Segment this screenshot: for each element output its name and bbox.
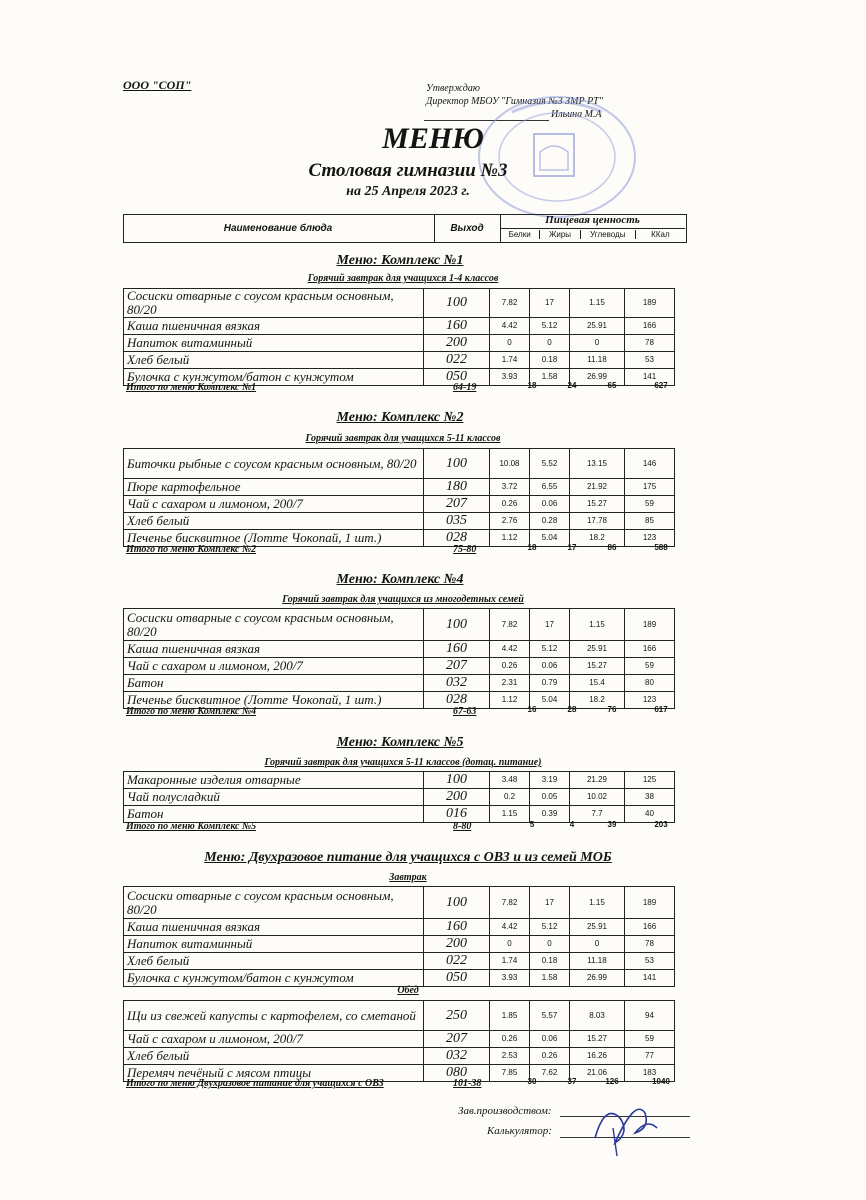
dish-carbs: 21.06	[570, 1065, 625, 1082]
dish-output: 100	[424, 609, 490, 641]
approval-line-3: Ильина М.А	[551, 109, 602, 120]
table-row	[124, 772, 675, 789]
dish-output: 022	[424, 352, 490, 369]
dish-fat: 17	[530, 289, 570, 318]
dish-name: Хлеб белый	[124, 513, 424, 530]
footer-production-label: Зав.производством:	[458, 1105, 552, 1117]
dish-carbs: 8.03	[570, 1001, 625, 1031]
table-row	[124, 318, 675, 335]
dish-name: Чай с сахаром и лимоном, 200/7	[124, 658, 424, 675]
dish-output: 032	[424, 1048, 490, 1065]
dish-fat: 5.12	[530, 318, 570, 335]
dish-carbs: 11.18	[570, 352, 625, 369]
dish-kcal: 59	[625, 658, 675, 675]
section-subtitle: Горячий завтрак для учащихся 5-11 классов (дотац. питание)	[264, 757, 542, 768]
dish-protein: 1.12	[490, 692, 530, 709]
header-fat: Жиры	[540, 230, 580, 239]
dish-protein: 0	[490, 335, 530, 352]
dish-output: 100	[424, 772, 490, 789]
dish-fat: 0.79	[530, 675, 570, 692]
total-k: 627	[654, 381, 668, 390]
dish-fat: 0.06	[530, 496, 570, 513]
dish-carbs: 18.2	[570, 530, 625, 547]
total-b: 5	[529, 820, 535, 829]
section-title: Меню: Двухразовое питание для учащихся с ОВЗ и из семей МОБ	[204, 850, 612, 865]
page-title: МЕНЮ	[382, 122, 484, 155]
dish-output: 160	[424, 318, 490, 335]
dish-kcal: 123	[625, 530, 675, 547]
dish-carbs: 0	[570, 335, 625, 352]
dish-fat: 0.06	[530, 1031, 570, 1048]
total-j: 17	[567, 543, 577, 552]
dish-carbs: 0	[570, 936, 625, 953]
dish-name: Сосиски отварные с соусом красным основным, 80/20	[124, 289, 424, 318]
dish-kcal: 125	[625, 772, 675, 789]
dish-kcal: 189	[625, 289, 675, 318]
section-subtitle-2: Обед	[397, 985, 419, 996]
total-j: 37	[567, 1077, 577, 1086]
section-title: Меню: Комплекс №4	[336, 572, 464, 587]
dish-name: Пюре картофельное	[124, 479, 424, 496]
dish-fat: 0.18	[530, 953, 570, 970]
dish-output: 100	[424, 449, 490, 479]
total-u: 65	[607, 381, 617, 390]
dish-protein: 4.42	[490, 318, 530, 335]
total-b: 18	[527, 543, 537, 552]
table-row	[124, 449, 675, 479]
dish-output: 050	[424, 970, 490, 987]
dish-name: Чай полусладкий	[124, 789, 424, 806]
dish-protein: 0.2	[490, 789, 530, 806]
dish-protein: 2.53	[490, 1048, 530, 1065]
dish-carbs: 15.4	[570, 675, 625, 692]
dish-carbs: 16.26	[570, 1048, 625, 1065]
dish-kcal: 78	[625, 936, 675, 953]
total-label: Итого по меню Комплекс №5	[126, 821, 257, 832]
section-title: Меню: Комплекс №1	[336, 253, 464, 268]
total-b: 30	[527, 1077, 537, 1086]
dish-kcal: 146	[625, 449, 675, 479]
dish-fat: 0.28	[530, 513, 570, 530]
dish-protein: 0.26	[490, 496, 530, 513]
dish-output: 032	[424, 675, 490, 692]
total-j: 28	[567, 705, 577, 714]
dish-name: Сосиски отварные с соусом красным основным, 80/20	[124, 609, 424, 641]
dish-output: 028	[424, 530, 490, 547]
dish-name: Биточки рыбные с соусом красным основным, 80/20	[124, 449, 424, 479]
menu-table	[123, 886, 675, 987]
page-subtitle: Столовая гимназии №3	[308, 160, 508, 181]
total-u: 86	[607, 543, 617, 552]
dish-output: 100	[424, 289, 490, 318]
dish-name: Батон	[124, 675, 424, 692]
dish-fat: 0.18	[530, 352, 570, 369]
dish-output: 200	[424, 936, 490, 953]
dish-kcal: 94	[625, 1001, 675, 1031]
total-price: 8-80	[453, 821, 472, 832]
dish-carbs: 11.18	[570, 953, 625, 970]
total-label: Итого по меню Комплекс №2	[126, 544, 257, 555]
table-row	[124, 887, 675, 919]
section-subtitle: Горячий завтрак для учащихся из многодетных семей	[282, 594, 524, 605]
total-u: 126	[605, 1077, 619, 1086]
dish-output: 080	[424, 1065, 490, 1082]
dish-kcal: 183	[625, 1065, 675, 1082]
dish-name: Хлеб белый	[124, 953, 424, 970]
footer-calculator-label: Калькулятор:	[487, 1125, 552, 1137]
dish-protein: 0.26	[490, 658, 530, 675]
dish-output: 160	[424, 919, 490, 936]
dish-protein: 7.82	[490, 609, 530, 641]
table-row	[124, 479, 675, 496]
table-row	[124, 658, 675, 675]
table-row	[124, 970, 675, 987]
dish-name: Каша пшеничная вязкая	[124, 919, 424, 936]
dish-fat: 5.12	[530, 641, 570, 658]
dish-name: Чай с сахаром и лимоном, 200/7	[124, 496, 424, 513]
dish-kcal: 175	[625, 479, 675, 496]
dish-name: Печенье бисквитное (Лотте Чокопай, 1 шт.)	[124, 692, 424, 709]
dish-output: 200	[424, 335, 490, 352]
total-price: 101-38	[453, 1078, 482, 1089]
dish-kcal: 141	[625, 970, 675, 987]
dish-kcal: 53	[625, 953, 675, 970]
dish-fat: 5.04	[530, 530, 570, 547]
total-price: 67-63	[453, 706, 477, 717]
dish-protein: 10.08	[490, 449, 530, 479]
dish-name: Чай с сахаром и лимоном, 200/7	[124, 1031, 424, 1048]
dish-protein: 0.26	[490, 1031, 530, 1048]
dish-kcal: 59	[625, 1031, 675, 1048]
dish-output: 100	[424, 887, 490, 919]
dish-protein: 1.74	[490, 953, 530, 970]
header-carbs: Углеводы	[581, 230, 636, 239]
header-output: Выход	[450, 223, 484, 234]
menu-table	[123, 771, 675, 823]
dish-name: Булочка с кунжутом/батон с кунжутом	[124, 369, 424, 386]
dish-kcal: 189	[625, 887, 675, 919]
table-row	[124, 641, 675, 658]
total-label: Итого по меню Комплекс №4	[126, 706, 257, 717]
dish-name: Каша пшеничная вязкая	[124, 318, 424, 335]
dish-carbs: 10.02	[570, 789, 625, 806]
header-protein: Белки	[500, 230, 540, 239]
dish-kcal: 189	[625, 609, 675, 641]
dish-protein: 4.42	[490, 641, 530, 658]
dish-protein: 7.85	[490, 1065, 530, 1082]
dish-carbs: 7.7	[570, 806, 625, 823]
dish-output: 250	[424, 1001, 490, 1031]
section-title: Меню: Комплекс №2	[336, 410, 464, 425]
dish-name: Хлеб белый	[124, 352, 424, 369]
dish-protein: 1.15	[490, 806, 530, 823]
dish-fat: 0.26	[530, 1048, 570, 1065]
approval-line-1: Утверждаю	[426, 83, 480, 94]
dish-fat: 0.05	[530, 789, 570, 806]
header-kcal: ККал	[651, 230, 670, 239]
table-row	[124, 936, 675, 953]
total-k: 1040	[652, 1077, 670, 1086]
total-b: 18	[527, 381, 537, 390]
dish-output: 022	[424, 953, 490, 970]
dish-fat: 5.57	[530, 1001, 570, 1031]
header-name: Наименование блюда	[223, 223, 333, 234]
dish-fat: 17	[530, 609, 570, 641]
section-title: Меню: Комплекс №5	[336, 735, 464, 750]
dish-carbs: 18.2	[570, 692, 625, 709]
dish-protein: 2.76	[490, 513, 530, 530]
total-j: 4	[569, 820, 575, 829]
dish-protein: 1.12	[490, 530, 530, 547]
dish-kcal: 166	[625, 919, 675, 936]
table-row	[124, 953, 675, 970]
total-price: 64-19	[453, 382, 477, 393]
dish-name: Напиток витаминный	[124, 335, 424, 352]
menu-table	[123, 1000, 675, 1082]
total-j: 24	[567, 381, 577, 390]
dish-output: 016	[424, 806, 490, 823]
dish-kcal: 123	[625, 692, 675, 709]
total-k: 617	[654, 705, 668, 714]
dish-name: Булочка с кунжутом/батон с кунжутом	[124, 970, 424, 987]
total-label: Итого по меню Комплекс №1	[126, 382, 257, 393]
dish-name: Батон	[124, 806, 424, 823]
table-row	[124, 806, 675, 823]
dish-fat: 17	[530, 887, 570, 919]
dish-carbs: 15.27	[570, 658, 625, 675]
dish-protein: 4.42	[490, 919, 530, 936]
table-row	[124, 335, 675, 352]
dish-carbs: 13.15	[570, 449, 625, 479]
header-nutrient-columns	[500, 230, 685, 239]
dish-carbs: 1.15	[570, 887, 625, 919]
dish-name: Каша пшеничная вязкая	[124, 641, 424, 658]
dish-kcal: 53	[625, 352, 675, 369]
header-divider	[500, 228, 685, 229]
dish-fat: 0.06	[530, 658, 570, 675]
stamp-seal-icon	[472, 92, 642, 222]
dish-protein: 1.74	[490, 352, 530, 369]
dish-carbs: 21.92	[570, 479, 625, 496]
dish-fat: 5.04	[530, 692, 570, 709]
table-row	[124, 789, 675, 806]
dish-kcal: 78	[625, 335, 675, 352]
total-k: 203	[654, 820, 668, 829]
total-u: 76	[607, 705, 617, 714]
table-row	[124, 513, 675, 530]
dish-carbs: 25.91	[570, 641, 625, 658]
dish-output: 028	[424, 692, 490, 709]
dish-output: 207	[424, 1031, 490, 1048]
total-k: 588	[654, 543, 668, 552]
dish-fat: 1.58	[530, 369, 570, 386]
dish-kcal: 38	[625, 789, 675, 806]
dish-fat: 0	[530, 335, 570, 352]
menu-table	[123, 288, 675, 386]
table-row	[124, 1048, 675, 1065]
dish-carbs: 25.91	[570, 318, 625, 335]
dish-carbs: 26.99	[570, 970, 625, 987]
dish-fat: 0.39	[530, 806, 570, 823]
dish-carbs: 1.15	[570, 289, 625, 318]
table-row	[124, 1031, 675, 1048]
dish-kcal: 166	[625, 641, 675, 658]
section-subtitle: Горячий завтрак для учащихся 1-4 классов	[307, 273, 499, 284]
dish-carbs: 17.78	[570, 513, 625, 530]
approval-line-2: Директор МБОУ "Гимназия №3 ЗМР РТ"	[426, 96, 603, 107]
dish-fat: 5.12	[530, 919, 570, 936]
dish-fat: 5.52	[530, 449, 570, 479]
total-label: Итого по меню Двухразовое питание для учащихся с ОВЗ	[126, 1078, 384, 1089]
table-row	[124, 1001, 675, 1031]
dish-output: 207	[424, 658, 490, 675]
signature-icon	[585, 1088, 665, 1158]
section-subtitle: Завтрак	[389, 872, 427, 883]
menu-date: на 25 Апреля 2023 г.	[346, 184, 470, 199]
dish-carbs: 15.27	[570, 1031, 625, 1048]
table-row	[124, 352, 675, 369]
dish-fat: 0	[530, 936, 570, 953]
total-b: 16	[527, 705, 537, 714]
dish-output: 200	[424, 789, 490, 806]
dish-output: 035	[424, 513, 490, 530]
dish-kcal: 141	[625, 369, 675, 386]
dish-protein: 7.82	[490, 887, 530, 919]
dish-protein: 3.72	[490, 479, 530, 496]
dish-name: Перемяч печёный с мясом птицы	[124, 1065, 424, 1082]
total-price: 75-80	[453, 544, 477, 555]
menu-table	[123, 448, 675, 547]
dish-name: Щи из свежей капусты с картофелем, со сметаной	[124, 1001, 424, 1031]
table-row	[124, 609, 675, 641]
dish-name: Печенье бисквитное (Лотте Чокопай, 1 шт.)	[124, 530, 424, 547]
section-subtitle: Горячий завтрак для учащихся 5-11 классов	[305, 433, 501, 444]
dish-name: Хлеб белый	[124, 1048, 424, 1065]
dish-fat: 3.19	[530, 772, 570, 789]
dish-kcal: 77	[625, 1048, 675, 1065]
header-nutrition: Пищевая ценность	[545, 214, 640, 226]
dish-fat: 1.58	[530, 970, 570, 987]
menu-table	[123, 608, 675, 709]
dish-protein: 2.31	[490, 675, 530, 692]
table-row	[124, 496, 675, 513]
dish-output: 160	[424, 641, 490, 658]
table-row	[124, 919, 675, 936]
dish-kcal: 166	[625, 318, 675, 335]
organization-name: ООО "СОП"	[123, 78, 192, 92]
dish-fat: 6.55	[530, 479, 570, 496]
dish-name: Сосиски отварные с соусом красным основным, 80/20	[124, 887, 424, 919]
dish-carbs: 1.15	[570, 609, 625, 641]
dish-kcal: 59	[625, 496, 675, 513]
dish-protein: 7.82	[490, 289, 530, 318]
dish-protein: 3.93	[490, 970, 530, 987]
dish-carbs: 25.91	[570, 919, 625, 936]
dish-output: 180	[424, 479, 490, 496]
dish-protein: 1.85	[490, 1001, 530, 1031]
dish-output: 207	[424, 496, 490, 513]
dish-carbs: 15.27	[570, 496, 625, 513]
dish-protein: 3.48	[490, 772, 530, 789]
table-row	[124, 289, 675, 318]
dish-name: Макаронные изделия отварные	[124, 772, 424, 789]
dish-carbs: 26.99	[570, 369, 625, 386]
dish-name: Напиток витаминный	[124, 936, 424, 953]
total-u: 39	[607, 820, 617, 829]
dish-output: 050	[424, 369, 490, 386]
dish-protein: 3.93	[490, 369, 530, 386]
dish-kcal: 40	[625, 806, 675, 823]
table-row	[124, 675, 675, 692]
dish-fat: 7.62	[530, 1065, 570, 1082]
dish-protein: 0	[490, 936, 530, 953]
dish-kcal: 85	[625, 513, 675, 530]
dish-kcal: 80	[625, 675, 675, 692]
dish-carbs: 21.29	[570, 772, 625, 789]
